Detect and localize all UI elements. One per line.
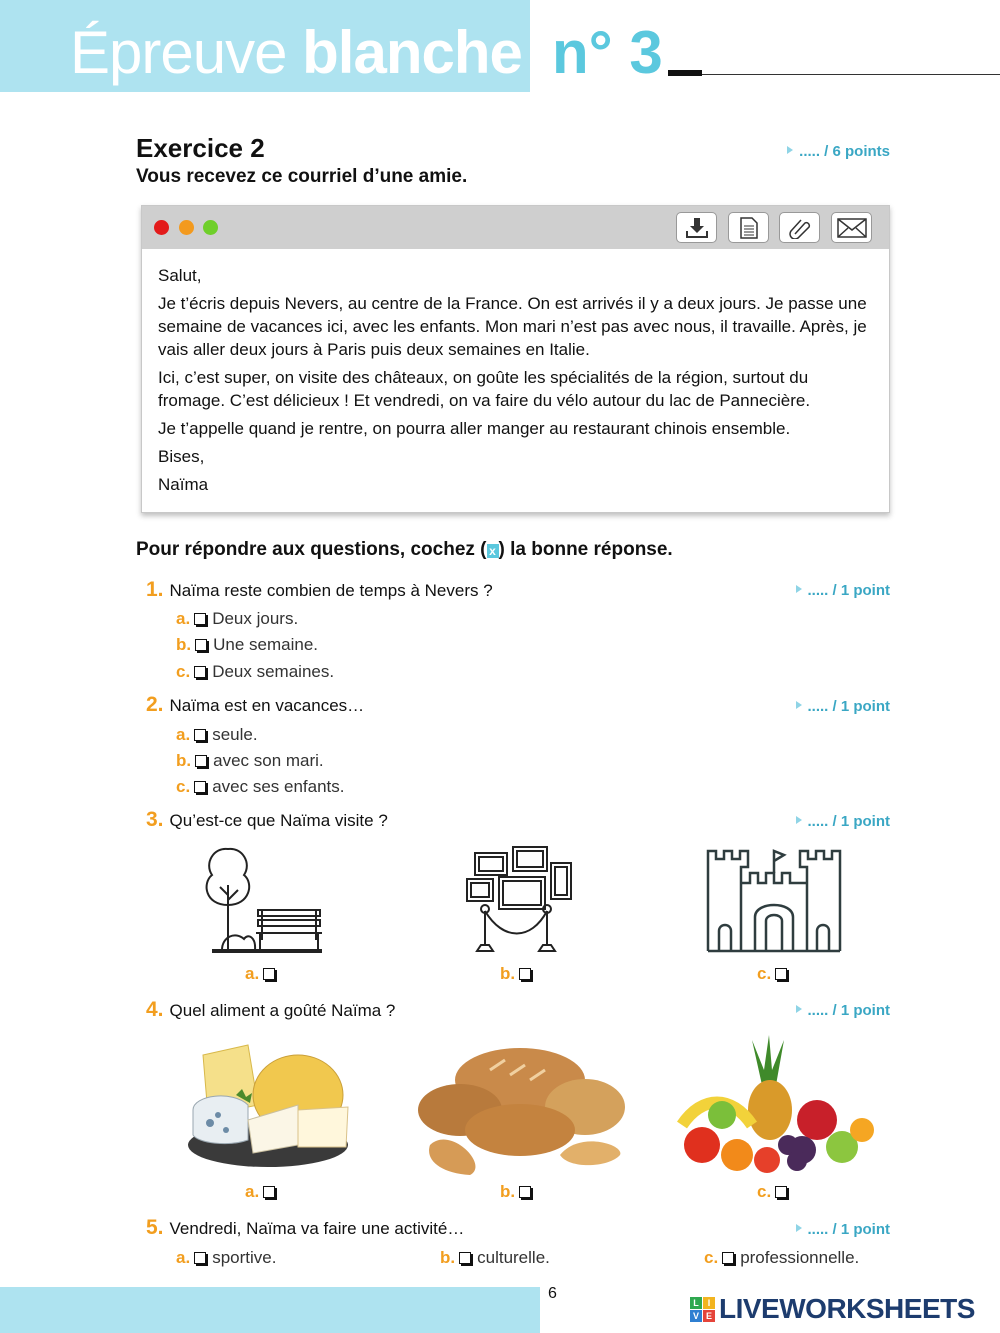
footer-band xyxy=(0,1287,540,1333)
email-paragraph: Ici, c’est super, on visite des châteaux, on goûte les spécialités de la région, surtout du fromage. C’est délicieux ! Et vendredi, on va faire du vélo autour du lac de Pannecière. xyxy=(158,368,811,410)
checkbox[interactable] xyxy=(459,1252,471,1264)
attachment-button[interactable] xyxy=(779,212,820,243)
email-toolbar xyxy=(142,206,889,249)
checkbox[interactable] xyxy=(194,781,206,793)
email-closing: Bises, xyxy=(158,447,205,466)
close-dot-icon xyxy=(154,220,169,235)
arrow-icon xyxy=(796,1005,802,1013)
download-icon xyxy=(685,217,709,239)
option-2c: c. avec ses enfants. xyxy=(176,777,345,796)
option-4b: b. xyxy=(500,1182,537,1202)
option-5c: c. professionnelle. xyxy=(704,1248,860,1267)
checkbox[interactable] xyxy=(194,666,206,678)
option-2b: b. avec son mari. xyxy=(176,751,324,770)
checkbox[interactable] xyxy=(519,968,531,980)
arrow-icon xyxy=(796,701,802,709)
museum-frames-icon xyxy=(463,845,575,957)
question-points: ..... / 1 point xyxy=(796,813,891,830)
page-number: 6 xyxy=(548,1285,557,1302)
option-1c: c. Deux semaines. xyxy=(176,662,335,681)
fruit-image xyxy=(662,1035,884,1175)
option-4a: a. xyxy=(245,1182,281,1202)
liveworksheets-icon: L I V E xyxy=(690,1297,715,1322)
question-points: ..... / 1 point xyxy=(796,1002,891,1019)
checkbox[interactable] xyxy=(775,1186,787,1198)
exercise-title: Exercice 2 xyxy=(136,133,265,163)
exercise-subtitle: Vous recevez ce courriel d’une amie. xyxy=(136,166,468,187)
envelope-icon xyxy=(837,218,867,238)
email-body xyxy=(142,249,889,496)
question-points: ..... / 1 point xyxy=(796,698,891,715)
bread-image xyxy=(410,1035,635,1175)
minimize-dot-icon xyxy=(179,220,194,235)
document-button[interactable] xyxy=(728,212,769,243)
download-button[interactable] xyxy=(676,212,717,243)
option-3a: a. xyxy=(245,964,281,984)
checkbox[interactable] xyxy=(194,613,206,625)
liveworksheets-logo[interactable]: L I V E LIVEWORKSHEETS xyxy=(690,1293,975,1325)
maximize-dot-icon xyxy=(203,220,218,235)
email-signature: Naïma xyxy=(158,475,209,494)
option-1a: a. Deux jours. xyxy=(176,609,299,628)
question-3: 3. Qu’est-ce que Naïma visite ? xyxy=(146,808,388,831)
test-number: n° 3 xyxy=(552,19,663,86)
checkbox[interactable] xyxy=(519,1186,531,1198)
email-button[interactable] xyxy=(831,212,872,243)
question-2: 2. Naïma est en vacances… xyxy=(146,693,365,716)
arrow-icon xyxy=(796,816,802,824)
checkbox[interactable] xyxy=(722,1252,734,1264)
option-4c: c. xyxy=(757,1182,793,1202)
email-paragraph: Je t’appelle quand je rentre, on pourra aller manger au restaurant chinois ensemble. xyxy=(158,419,791,438)
option-5a: a. sportive. xyxy=(176,1248,277,1267)
name-line-start xyxy=(668,70,702,76)
question-points: ..... / 1 point xyxy=(796,1221,891,1238)
park-bench-icon xyxy=(200,845,325,955)
instruction: Pour répondre aux questions, cochez ( x ) la bonne réponse. xyxy=(136,539,673,560)
exercise-points: ..... / 6 points xyxy=(787,143,890,160)
email-greeting: Salut, xyxy=(158,266,202,285)
arrow-icon xyxy=(787,146,793,154)
email-window xyxy=(141,205,890,513)
option-3b: b. xyxy=(500,964,537,984)
question-5: 5. Vendredi, Naïma va faire une activité… xyxy=(146,1216,465,1239)
document-icon xyxy=(740,217,758,239)
option-3c: c. xyxy=(757,964,793,984)
checkbox[interactable] xyxy=(194,729,206,741)
option-2a: a. seule. xyxy=(176,725,258,744)
question-points: ..... / 1 point xyxy=(796,582,891,599)
header-divider xyxy=(530,0,542,92)
arrow-icon xyxy=(796,585,802,593)
option-5b: b. culturelle. xyxy=(440,1248,550,1267)
page-title: Épreuve blanche xyxy=(70,19,522,86)
arrow-icon xyxy=(796,1224,802,1232)
castle-icon xyxy=(705,845,843,957)
name-line xyxy=(702,74,1000,75)
checkbox[interactable] xyxy=(263,1186,275,1198)
question-4: 4. Quel aliment a goûté Naïma ? xyxy=(146,998,396,1021)
checkbox[interactable] xyxy=(195,639,207,651)
cheese-image xyxy=(148,1035,378,1175)
option-1b: b. Une semaine. xyxy=(176,635,318,654)
attachment-icon xyxy=(789,217,811,239)
checkbox[interactable] xyxy=(194,1252,206,1264)
checkbox[interactable] xyxy=(195,755,207,767)
email-paragraph: Je t’écris depuis Nevers, au centre de la France. On est arrivés il y a deux jours. Je passe une semaine de vacances ici, avec les enfants. Mon mari n’est pas avec nous, il travaille. Après, je vais aller deux jours à Paris puis deux semaines en Italie. xyxy=(158,294,867,359)
question-1: 1. Naïma reste combien de temps à Nevers ? xyxy=(146,578,493,601)
checkbox[interactable] xyxy=(775,968,787,980)
checkmark-icon: x xyxy=(487,544,499,558)
checkbox[interactable] xyxy=(263,968,275,980)
